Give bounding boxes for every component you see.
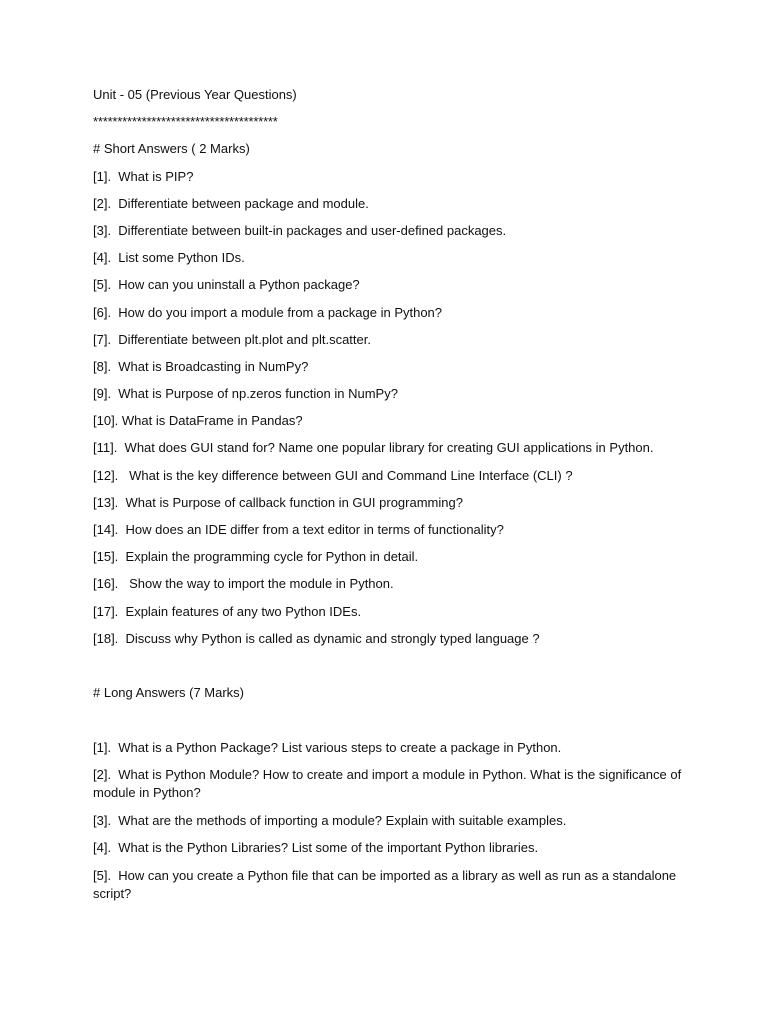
short-questions-list: [93, 168, 683, 648]
short-question: [15]. Explain the programming cycle for Python in detail.: [93, 549, 419, 565]
short-question: [1]. What is PIP?: [93, 168, 194, 184]
short-question: [7]. Differentiate between plt.plot and plt.scatter.: [93, 331, 371, 347]
short-question: [17]. Explain features of any two Python IDEs.: [93, 603, 362, 619]
document-title: Unit - 05 (Previous Year Questions): [93, 87, 297, 102]
short-question: [16]. Show the way to import the module in Python.: [93, 576, 394, 592]
short-question: [11]. What does GUI stand for? Name one popular library for creating GUI applications in Python.: [93, 440, 654, 456]
short-question: [6]. How do you import a module from a package in Python?: [93, 304, 443, 320]
short-question: [4]. List some Python IDs.: [93, 250, 245, 266]
short-question: [12]. What is the key difference between GUI and Command Line Interface (CLI) ?: [93, 467, 573, 483]
separator-line: **************************************: [93, 114, 278, 130]
short-question: [2]. Differentiate between package and module.: [93, 195, 369, 211]
long-question: [3]. What are the methods of importing a module? Explain with suitable examples.: [93, 812, 567, 828]
long-question: [1]. What is a Python Package? List various steps to create a package in Python.: [93, 739, 562, 755]
long-questions-list: [93, 739, 683, 903]
short-question: [13]. What is Purpose of callback function in GUI programming?: [93, 494, 463, 510]
short-question: [3]. Differentiate between built-in packages and user-defined packages.: [93, 222, 507, 238]
long-question: [5]. How can you create a Python file that can be imported as a library as well as run as a standalone script?: [93, 867, 680, 901]
long-question: [2]. What is Python Module? How to create and import a module in Python. What is the significance of module in Python?: [93, 767, 685, 801]
short-question: [18]. Discuss why Python is called as dynamic and strongly typed language ?: [93, 630, 540, 646]
short-question: [5]. How can you uninstall a Python package?: [93, 277, 360, 293]
short-question: [9]. What is Purpose of np.zeros function in NumPy?: [93, 386, 398, 402]
long-question: [4]. What is the Python Libraries? List some of the important Python libraries.: [93, 840, 539, 856]
document-page: [93, 86, 683, 912]
short-question: [10]. What is DataFrame in Pandas?: [93, 413, 303, 429]
short-answers-heading: # Short Answers ( 2 Marks): [93, 141, 250, 157]
short-question: [14]. How does an IDE differ from a text editor in terms of functionality?: [93, 522, 504, 537]
short-question: [8]. What is Broadcasting in NumPy?: [93, 358, 309, 374]
long-answers-heading: # Long Answers (7 Marks): [93, 684, 245, 700]
